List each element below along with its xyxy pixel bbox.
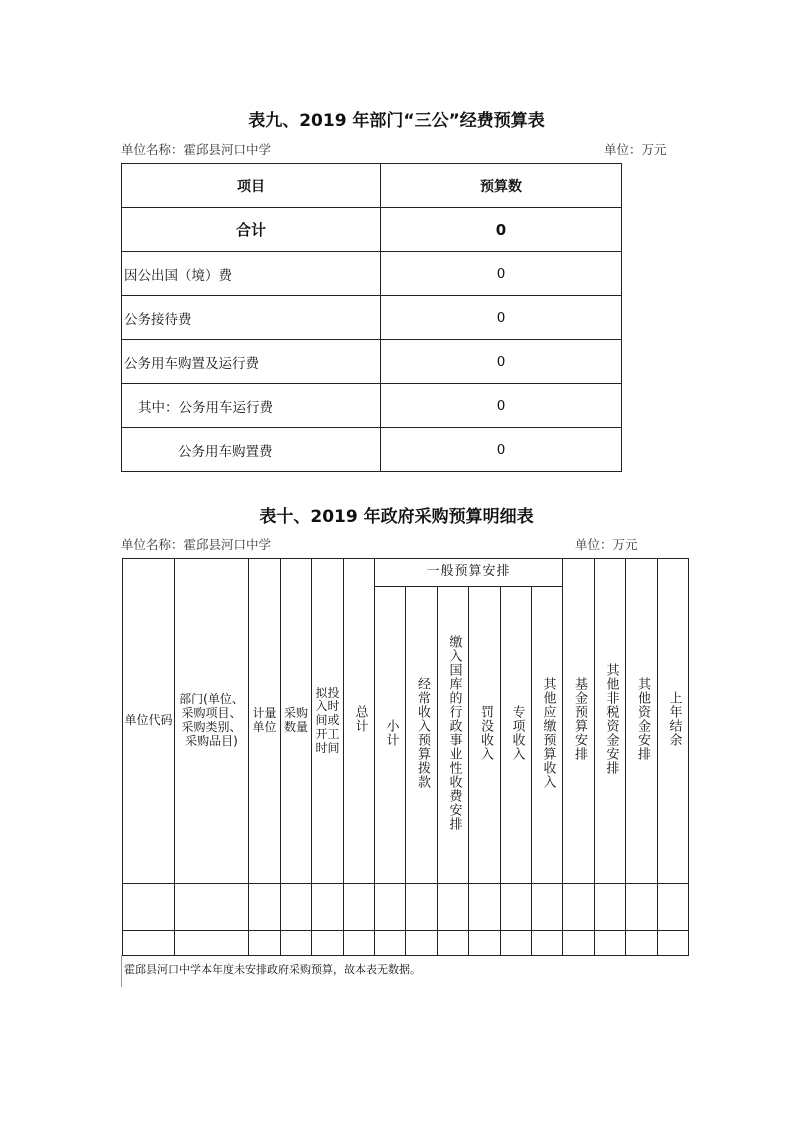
header-sub-text: 经常收入预算拨款	[414, 677, 430, 790]
header-fines	[469, 587, 501, 884]
row-label: 公务用车购置及运行费	[122, 340, 381, 384]
row-label: 公务接待费	[122, 296, 381, 340]
header-other-payable	[532, 587, 563, 884]
header-subtotal	[375, 587, 406, 884]
header-other-nontax-text: 其他非税资金安排	[603, 663, 619, 776]
header-special-income	[501, 587, 532, 884]
row-label: 因公出国（境）费	[122, 252, 381, 296]
header-time: 拟投入时间或开工时间	[312, 559, 344, 884]
header-regular-income	[406, 587, 438, 884]
header-carryover-text: 上年结余	[666, 691, 682, 748]
row-value: 0	[381, 252, 622, 296]
header-general-budget: 一般预算安排	[375, 559, 563, 587]
table10-unit-name: 单位名称：霍邱县河口中学	[121, 537, 272, 552]
table9-title: 表九、2019 年部门“三公”经费预算表	[248, 111, 545, 131]
row-value: 0	[381, 296, 622, 340]
table10-title: 表十、2019 年政府采购预算明细表	[259, 507, 534, 527]
header-total-text: 总计	[352, 705, 368, 734]
table9-unit: 单位：万元	[604, 142, 667, 157]
header-other-funds-text: 其他资金安排	[635, 677, 651, 762]
table-row	[122, 340, 622, 384]
header-sub-text: 专项收入	[509, 705, 525, 762]
three-public-budget-table	[121, 163, 622, 472]
row-value: 0	[381, 340, 622, 384]
table-row	[123, 884, 689, 931]
header-fund-budget-text: 基金预算安排	[572, 677, 588, 762]
table-row	[122, 384, 622, 428]
table10-unit: 单位：万元	[575, 537, 638, 552]
header-sub-text: 小计	[383, 719, 399, 748]
header-sub-text: 缴入国库的行政事业性收费安排	[446, 635, 462, 832]
header-other-funds	[626, 559, 658, 884]
header-total	[344, 559, 375, 884]
header-sub-text: 罚没收入	[477, 705, 493, 762]
header-budget: 预算数	[381, 164, 622, 208]
header-item: 项目	[122, 164, 381, 208]
row-label: 合计	[122, 208, 381, 252]
divider	[121, 955, 122, 987]
header-unit-code: 单位代码	[123, 559, 175, 884]
table9-unit-name: 单位名称：霍邱县河口中学	[121, 142, 272, 157]
header-measure-unit: 计量单位	[249, 559, 281, 884]
table-header-row	[122, 164, 622, 208]
row-value: 0	[381, 208, 622, 252]
header-department: 部门(单位、采购项目、采购类别、采购品目)	[175, 559, 249, 884]
row-label: 公务用车购置费	[122, 428, 381, 472]
header-admin-fees	[438, 587, 469, 884]
table-row	[122, 208, 622, 252]
table10-note: 霍邱县河口中学本年度未安排政府采购预算，故本表无数据。	[124, 963, 421, 976]
table-row	[122, 252, 622, 296]
table-row	[123, 931, 689, 956]
row-value: 0	[381, 428, 622, 472]
header-sub-text: 其他应缴预算收入	[540, 677, 556, 790]
header-other-nontax	[595, 559, 626, 884]
table-row	[122, 428, 622, 472]
header-carryover	[658, 559, 689, 884]
table-row	[122, 296, 622, 340]
header-quantity: 采购数量	[281, 559, 312, 884]
header-fund-budget	[563, 559, 595, 884]
procurement-budget-table	[122, 558, 689, 956]
row-value: 0	[381, 384, 622, 428]
row-label: 其中：公务用车运行费	[122, 384, 381, 428]
